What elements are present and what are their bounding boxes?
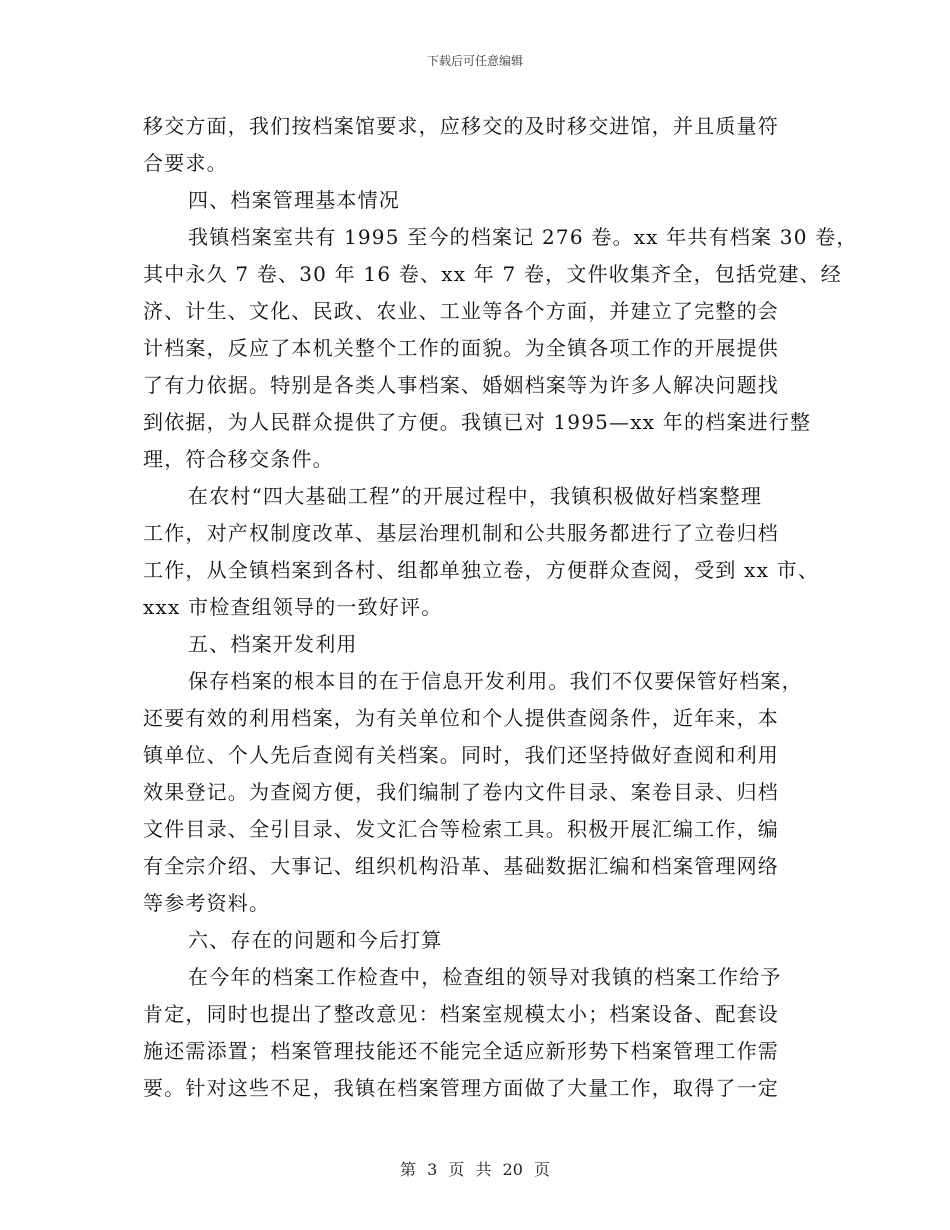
- page-footer: 第 3 页 共 20 页: [400, 1160, 550, 1179]
- section-heading: 六、存在的问题和今后打算: [188, 928, 443, 952]
- text-line: 了有力依据。特别是各类人事档案、婚姻档案等为许多人解决问题找: [143, 373, 779, 397]
- text-line: 还要有效的利用档案，为有关单位和个人提供查阅条件，近年来，本: [143, 706, 779, 730]
- text-line: 移交方面，我们按档案馆要求，应移交的及时移交进馆，并且质量符: [143, 114, 779, 138]
- text-line: 在农村“四大基础工程”的开展过程中，我镇积极做好档案整理: [188, 484, 763, 508]
- text-line: 计档案，反应了本机关整个工作的面貌。为全镇各项工作的开展提供: [143, 336, 779, 360]
- text-line: 等参考资料。: [143, 891, 271, 915]
- text-line: 保存档案的根本目的在于信息开发利用。我们不仅要保管好档案，: [188, 669, 803, 693]
- section-heading: 四、档案管理基本情况: [188, 188, 400, 212]
- text-line: 工作，对产权制度改革、基层治理机制和公共服务都进行了立卷归档: [143, 521, 779, 545]
- text-line: 工作，从全镇档案到各村、组都单独立卷，方便群众查阅，受到 xx 市、: [143, 558, 820, 582]
- text-line: 到依据，为人民群众提供了方便。我镇已对 1995—xx 年的档案进行整: [143, 410, 812, 434]
- text-line: xxx 市检查组领导的一致好评。: [143, 595, 443, 619]
- text-line: 我镇档案室共有 1995 至今的档案记 276 卷。xx 年共有档案 30 卷，: [188, 225, 858, 249]
- text-line: 有全宗介绍、大事记、组织机构沿革、基础数据汇编和档案管理网络: [143, 854, 779, 878]
- text-line: 要。针对这些不足，我镇在档案管理方面做了大量工作，取得了一定: [143, 1076, 779, 1100]
- text-line: 理，符合移交条件。: [143, 447, 334, 471]
- text-line: 肯定，同时也提出了整改意见：档案室规模太小；档案设备、配套设: [143, 1002, 779, 1026]
- section-heading: 五、档案开发利用: [188, 632, 358, 656]
- text-line: 济、计生、文化、民政、农业、工业等各个方面，并建立了完整的会: [143, 299, 779, 323]
- text-line: 合要求。: [143, 151, 228, 175]
- page-header: 下载后可任意编辑: [426, 54, 523, 68]
- text-line: 镇单位、个人先后查阅有关档案。同时，我们还坚持做好查阅和利用: [143, 743, 779, 767]
- text-line: 施还需添置；档案管理技能还不能完全适应新形势下档案管理工作需: [143, 1039, 779, 1063]
- text-line: 其中永久 7 卷、30 年 16 卷、xx 年 7 卷，文件收集齐全，包括党建、经: [143, 262, 842, 286]
- text-line: 文件目录、全引目录、发文汇合等检索工具。积极开展汇编工作，编: [143, 817, 779, 841]
- text-line: 效果登记。为查阅方便，我们编制了卷内文件目录、案卷目录、归档: [143, 780, 779, 804]
- text-line: 在今年的档案工作检查中，检查组的领导对我镇的档案工作给予: [188, 965, 782, 989]
